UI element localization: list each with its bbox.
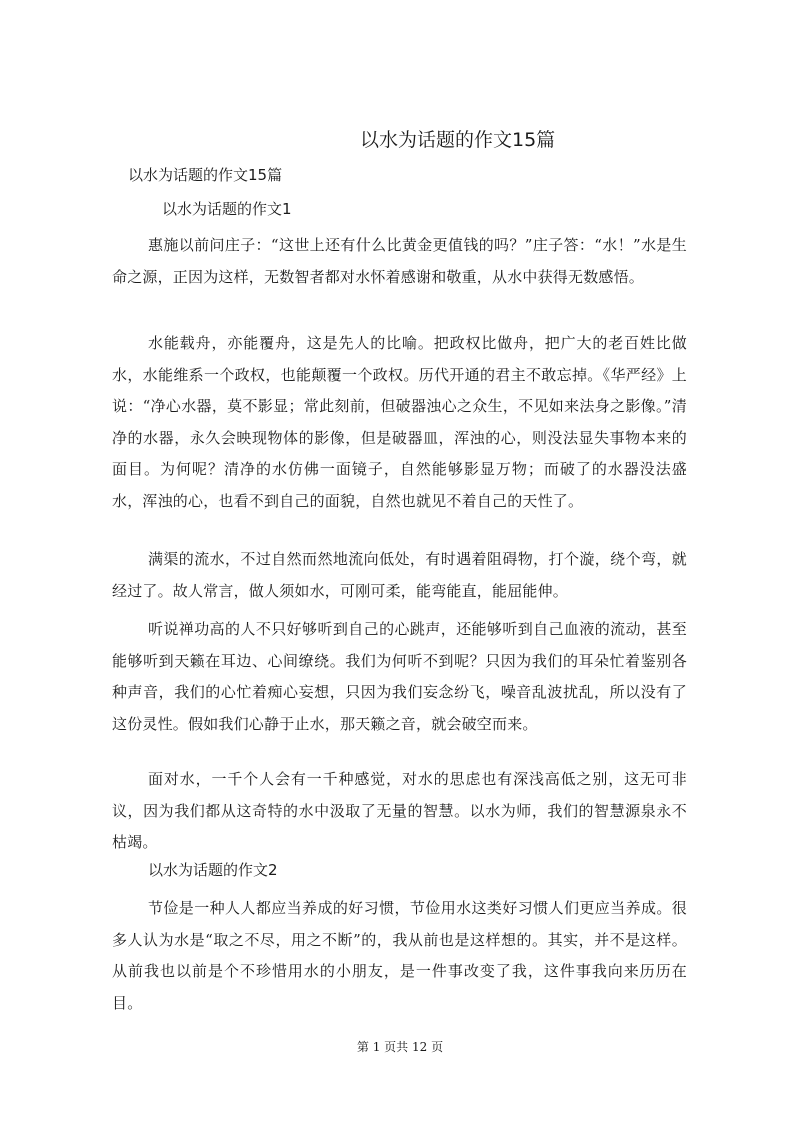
paragraph-6: 节俭是一种人人都应当养成的好习惯，节俭用水这类好习惯人们更应当养成。很多人认为水是“取之不尽，用之不断”的，我从前也是这样想的。其实，并不是这样。从前我也以前是个不珍惜用水的小朋友，是一件事改变了我，这件事我向来历历在目。 [112, 899, 687, 1012]
paragraph-1: 惠施以前问庄子：“这世上还有什么比黄金更值钱的吗？”庄子答：“水！”水是生命之源，正因为这样，无数智者都对水怀着感谢和敬重，从水中获得无数感悟。 [112, 236, 687, 286]
paragraph-4: 听说禅功高的人不只好够听到自己的心跳声，还能够听到自己血液的流动，甚至能够听到天籁在耳边、心间缭绕。我们为何听不到呢？只因为我们的耳朵忙着鉴别各种声音，我们的心忙着痴心妄想，只因为我们妄念纷飞，噪音乱波扰乱，所以没有了这份灵性。假如我们心静于止水，那天籁之音，就会破空而来。 [112, 620, 687, 733]
document-title: 以水为话题的作文15篇 [360, 129, 556, 151]
paragraph-2: 水能载舟，亦能覆舟，这是先人的比喻。把政权比做舟，把广大的老百姓比做水，水能维系一个政权，也能颠覆一个政权。历代开通的君主不敢忘掉。《华严经》上说：“净心水器，莫不影显；常此刻前，但破器浊心之众生，不见如来法身之影像。”清净的水器，永久会映现物体的影像，但是破器皿，浑浊的心，则没法显失事物本来的面目。为何呢？清净的水仿佛一面镜子，自然能够影显万物；而破了的水器没法盛水，浑浊的心，也看不到自己的面貌，自然也就见不着自己的天性了。 [112, 334, 687, 510]
paragraph-5: 面对水，一千个人会有一千种感觉，对水的思虑也有深浅高低之别，这无可非议，因为我们都从这奇特的水中汲取了无量的智慧。以水为师，我们的智慧源泉永不枯竭。 [112, 770, 687, 851]
page-footer: 第 1 页共 12 页 [356, 1040, 444, 1054]
paragraph-3: 满渠的流水，不过自然而然地流向低处，有时遇着阻碍物，打个漩，绕个弯，就经过了。故人常言，做人须如水，可刚可柔，能弯能直，能屈能伸。 [112, 550, 687, 600]
section-heading-2: 以水为话题的作文2 [148, 861, 278, 879]
section-heading-1: 以水为话题的作文1 [162, 200, 292, 218]
document-subtitle: 以水为话题的作文15篇 [128, 166, 283, 184]
